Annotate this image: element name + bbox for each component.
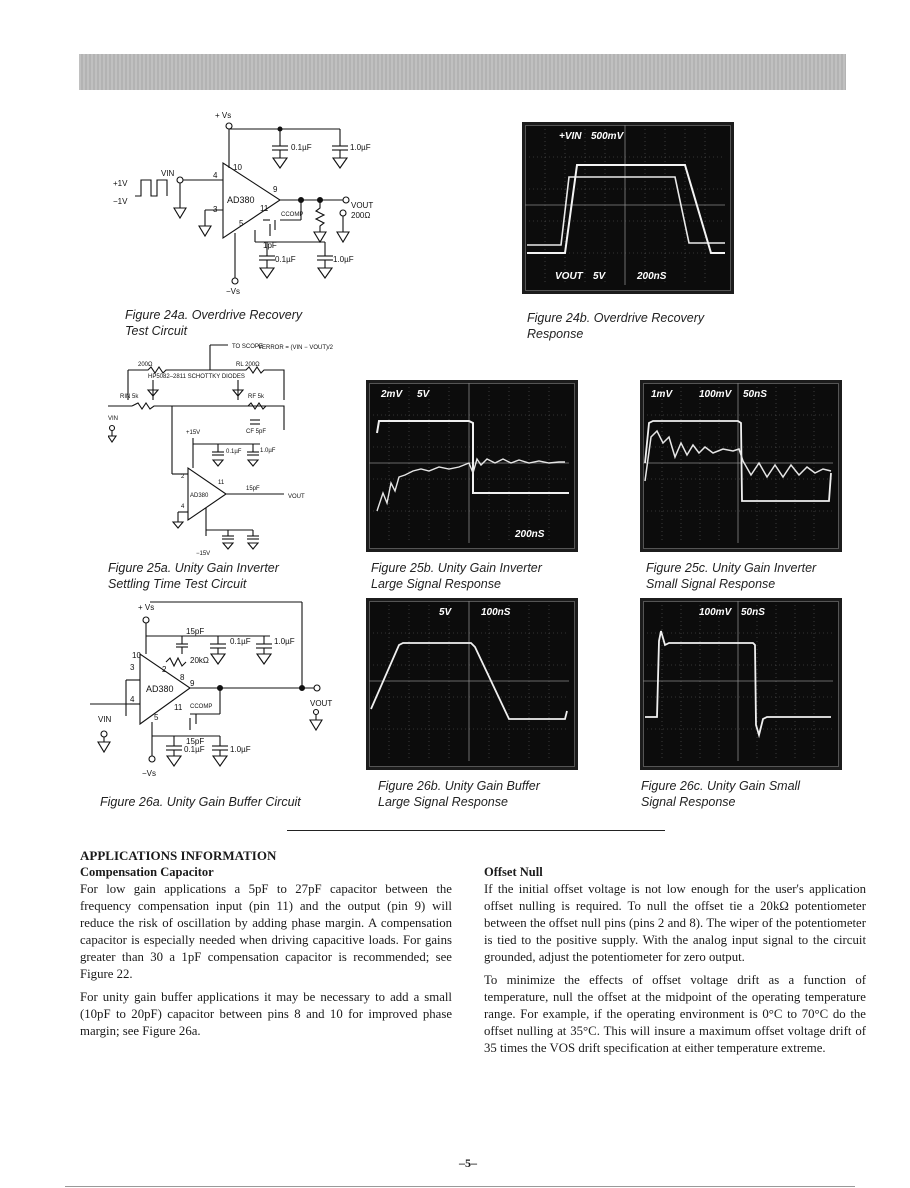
vs-neg-26a-label: −Vs <box>142 769 157 778</box>
r20k-label: 20kΩ <box>190 656 209 665</box>
page-number: –5– <box>459 1156 477 1170</box>
figure-24a-caption-line1: Figure 24a. Overdrive Recovery <box>125 308 303 322</box>
pin2-25a: 2 <box>181 474 185 480</box>
rl-label: RL 200Ω <box>236 362 260 368</box>
pin2-26a: 2 <box>162 665 167 674</box>
vout-25a-label: VOUT <box>288 494 305 500</box>
figure-25a-caption <box>108 560 279 592</box>
c01-label: 0.1µF <box>291 143 312 152</box>
plus15-label: +15V <box>186 430 201 436</box>
figure-25b-caption <box>371 560 542 592</box>
compensation-paragraph-1: For low gain applications a 5pF to 27pF capacitor between the frequency compensation input (pin 11) and the output (pin 9) will reduce the risk of oscillation by adding phase margin. A compensation capacitor is especially needed when driving capacitive loads. For gains greater than 30 a 1pF compensation capacitor is recommended; see Figure 22. <box>80 882 452 981</box>
pin5: 5 <box>239 219 244 228</box>
scope-25c-top-2: 100mV <box>699 389 732 400</box>
header-bar <box>79 54 846 90</box>
r200-label: 200Ω <box>351 211 371 220</box>
right-column <box>484 864 866 1063</box>
c01-26a-neg-label: 0.1µF <box>184 745 205 754</box>
figure-25a-caption-line2: Settling Time Test Circuit <box>108 577 247 591</box>
figure-26b-caption-line2: Large Signal Response <box>378 795 508 809</box>
pin4-25a: 4 <box>181 504 185 510</box>
section-divider <box>287 830 665 831</box>
pin11-26a: 11 <box>174 703 183 712</box>
offset-null-subheading: Offset Null <box>484 865 543 879</box>
figure-25c-scope <box>640 380 842 552</box>
figure-25b-caption-line2: Large Signal Response <box>371 577 501 591</box>
vs-pos-label: + Vs <box>215 111 232 120</box>
scope-25b-top-2: 5V <box>417 389 430 400</box>
figure-24b-scope <box>522 122 734 294</box>
c15pf-label: 15pF <box>186 627 205 636</box>
c01-26a-label: 0.1µF <box>230 637 251 646</box>
figure-26c-caption-line2: Signal Response <box>641 795 736 809</box>
vin-25a-label: VIN <box>108 416 119 422</box>
figure-24a-caption <box>125 307 302 339</box>
c10-26a-neg-label: 1.0µF <box>230 745 251 754</box>
footer-line <box>65 1186 855 1187</box>
figure-26c-caption <box>641 778 800 810</box>
compensation-paragraph-2: For unity gain buffer applications it may be necessary to add a small (10pF to 20pF) capacitor between pins 8 and 10 for improved phase margin; see Figure 26a. <box>80 990 452 1038</box>
figure-26a-caption <box>100 794 301 810</box>
pin8-26a: 8 <box>180 673 185 682</box>
figure-25a-circuit <box>108 340 340 562</box>
c10-label: 1.0µF <box>350 143 371 152</box>
vout-26a-label: VOUT <box>310 699 333 708</box>
vs-pos-26a-label: + Vs <box>138 603 155 612</box>
figure-26b-caption <box>378 778 540 810</box>
scope-25c-top-1: 1mV <box>651 389 673 400</box>
figure-25c-caption-line1: Figure 25c. Unity Gain Inverter <box>646 561 817 575</box>
amp-25a-label: AD380 <box>190 493 209 499</box>
figure-24b-caption-line1: Figure 24b. Overdrive Recovery <box>527 311 705 325</box>
diodes-label: HP5082–2811 SCHOTTKY DIODES <box>148 374 245 380</box>
scope-26c-top-2: 50nS <box>741 607 765 618</box>
c10-26a-label: 1.0µF <box>274 637 295 646</box>
minus-1v-label: −1V <box>113 197 128 206</box>
figure-24a-caption-line2: Test Circuit <box>125 324 188 338</box>
c15pf-26a-label: 15pF <box>186 737 205 746</box>
pin10-26a: 10 <box>132 651 141 660</box>
pin9: 9 <box>273 185 278 194</box>
rin-label: RIN 5k <box>120 394 139 400</box>
scope-24b-bottom-2: 5V <box>593 271 606 282</box>
vs-neg-label: −Vs <box>226 287 241 296</box>
scope-25b-bottom-1: 200nS <box>515 529 545 540</box>
scope-24b-top-1: +VIN <box>559 131 582 142</box>
vout-label: VOUT <box>351 201 374 210</box>
pin3: 3 <box>213 205 218 214</box>
pin3-26a: 3 <box>130 663 135 672</box>
vin-26a-label: VIN <box>98 715 112 724</box>
scope-24b-top-2: 500mV <box>591 131 624 142</box>
figure-25b-caption-line1: Figure 25b. Unity Gain Inverter <box>371 561 542 575</box>
figure-24b-caption-line2: Response <box>527 327 584 341</box>
figure-25c-caption-line2: Small Signal Response <box>646 577 776 591</box>
verror-label: VERROR = (VIN − VOUT)/2 <box>258 345 334 351</box>
figure-25a-caption-line1: Figure 25a. Unity Gain Inverter <box>108 561 279 575</box>
compensation-subheading: Compensation Capacitor <box>80 865 214 879</box>
figure-26c-caption-line1: Figure 26c. Unity Gain Small <box>641 779 801 793</box>
minus15-label: −15V <box>196 551 211 557</box>
figure-26b-caption-line1: Figure 26b. Unity Gain Buffer <box>378 779 540 793</box>
to-scope-label: TO SCOPE <box>232 344 263 350</box>
offset-paragraph-1: If the initial offset voltage is not low enough for the user's application offset nulling is required. To null the offset tie a 20kΩ potentiometer between the offset null pins (pins 2 and 8). The wiper of the potentiometer is tied to the positive supply. With the analog input signal to the circuit grounded, adjust the potentiometer for zero output. <box>484 882 866 964</box>
scope-26b-top-1: 5V <box>439 607 452 618</box>
section-heading: APPLICATIONS INFORMATION <box>80 848 277 863</box>
pin10: 10 <box>233 163 242 172</box>
cf-label: CF 5pF <box>246 429 267 435</box>
pin9-26a: 9 <box>190 679 195 688</box>
amp-label: AD380 <box>227 195 255 205</box>
left-column <box>80 847 452 1046</box>
c1pf-label: 1pF <box>263 241 277 250</box>
pin11-25a: 11 <box>218 480 225 486</box>
vin-label: VIN <box>161 169 175 178</box>
figure-26b-scope <box>366 598 578 770</box>
scope-25b-top-1: 2mV <box>381 389 403 400</box>
figure-26a-caption-line1: Figure 26a. Unity Gain Buffer Circuit <box>100 795 301 809</box>
pin11: 11 <box>260 204 269 213</box>
c01-25a-label: 0.1µF <box>226 449 242 455</box>
scope-24b-bottom-1: VOUT <box>555 271 583 282</box>
c10-25a-label: 1.0µF <box>260 448 276 454</box>
offset-paragraph-2: To minimize the effects of offset voltage drift as a function of temperature, null the offset at the midpoint of the operating temperature range. For example, if the operating environment is 0°C to 70°C do the offset nulling at 35°C. This will insure a maximum offset voltage drift of 35 times the VOS drift specification at either temperature extreme. <box>484 973 866 1055</box>
r200-25a-label: 200Ω <box>138 362 153 368</box>
ccomp-26a-label: CCOMP <box>190 704 213 710</box>
c15-25a-label: 15pF <box>246 486 260 492</box>
figure-24b-caption <box>527 310 704 342</box>
figure-26c-scope <box>640 598 842 770</box>
scope-25c-top-3: 50nS <box>743 389 767 400</box>
c10-neg-label: 1.0µF <box>333 255 354 264</box>
scope-26b-top-2: 100nS <box>481 607 511 618</box>
pin5-26a: 5 <box>154 713 159 722</box>
c01-neg-label: 0.1µF <box>275 255 296 264</box>
ccomp-label: CCOMP <box>281 212 304 218</box>
figure-25b-scope <box>366 380 578 552</box>
rf-label: RF 5k <box>248 394 265 400</box>
figure-25c-caption <box>646 560 816 592</box>
amp-26a-label: AD380 <box>146 684 174 694</box>
plus-1v-label: +1V <box>113 179 128 188</box>
scope-26c-top-1: 100mV <box>699 607 732 618</box>
figure-24a-circuit <box>105 108 375 308</box>
figure-26a-circuit <box>90 596 340 792</box>
pin4: 4 <box>213 171 218 180</box>
pin4-26a: 4 <box>130 695 135 704</box>
scope-24b-bottom-3: 200nS <box>637 271 667 282</box>
